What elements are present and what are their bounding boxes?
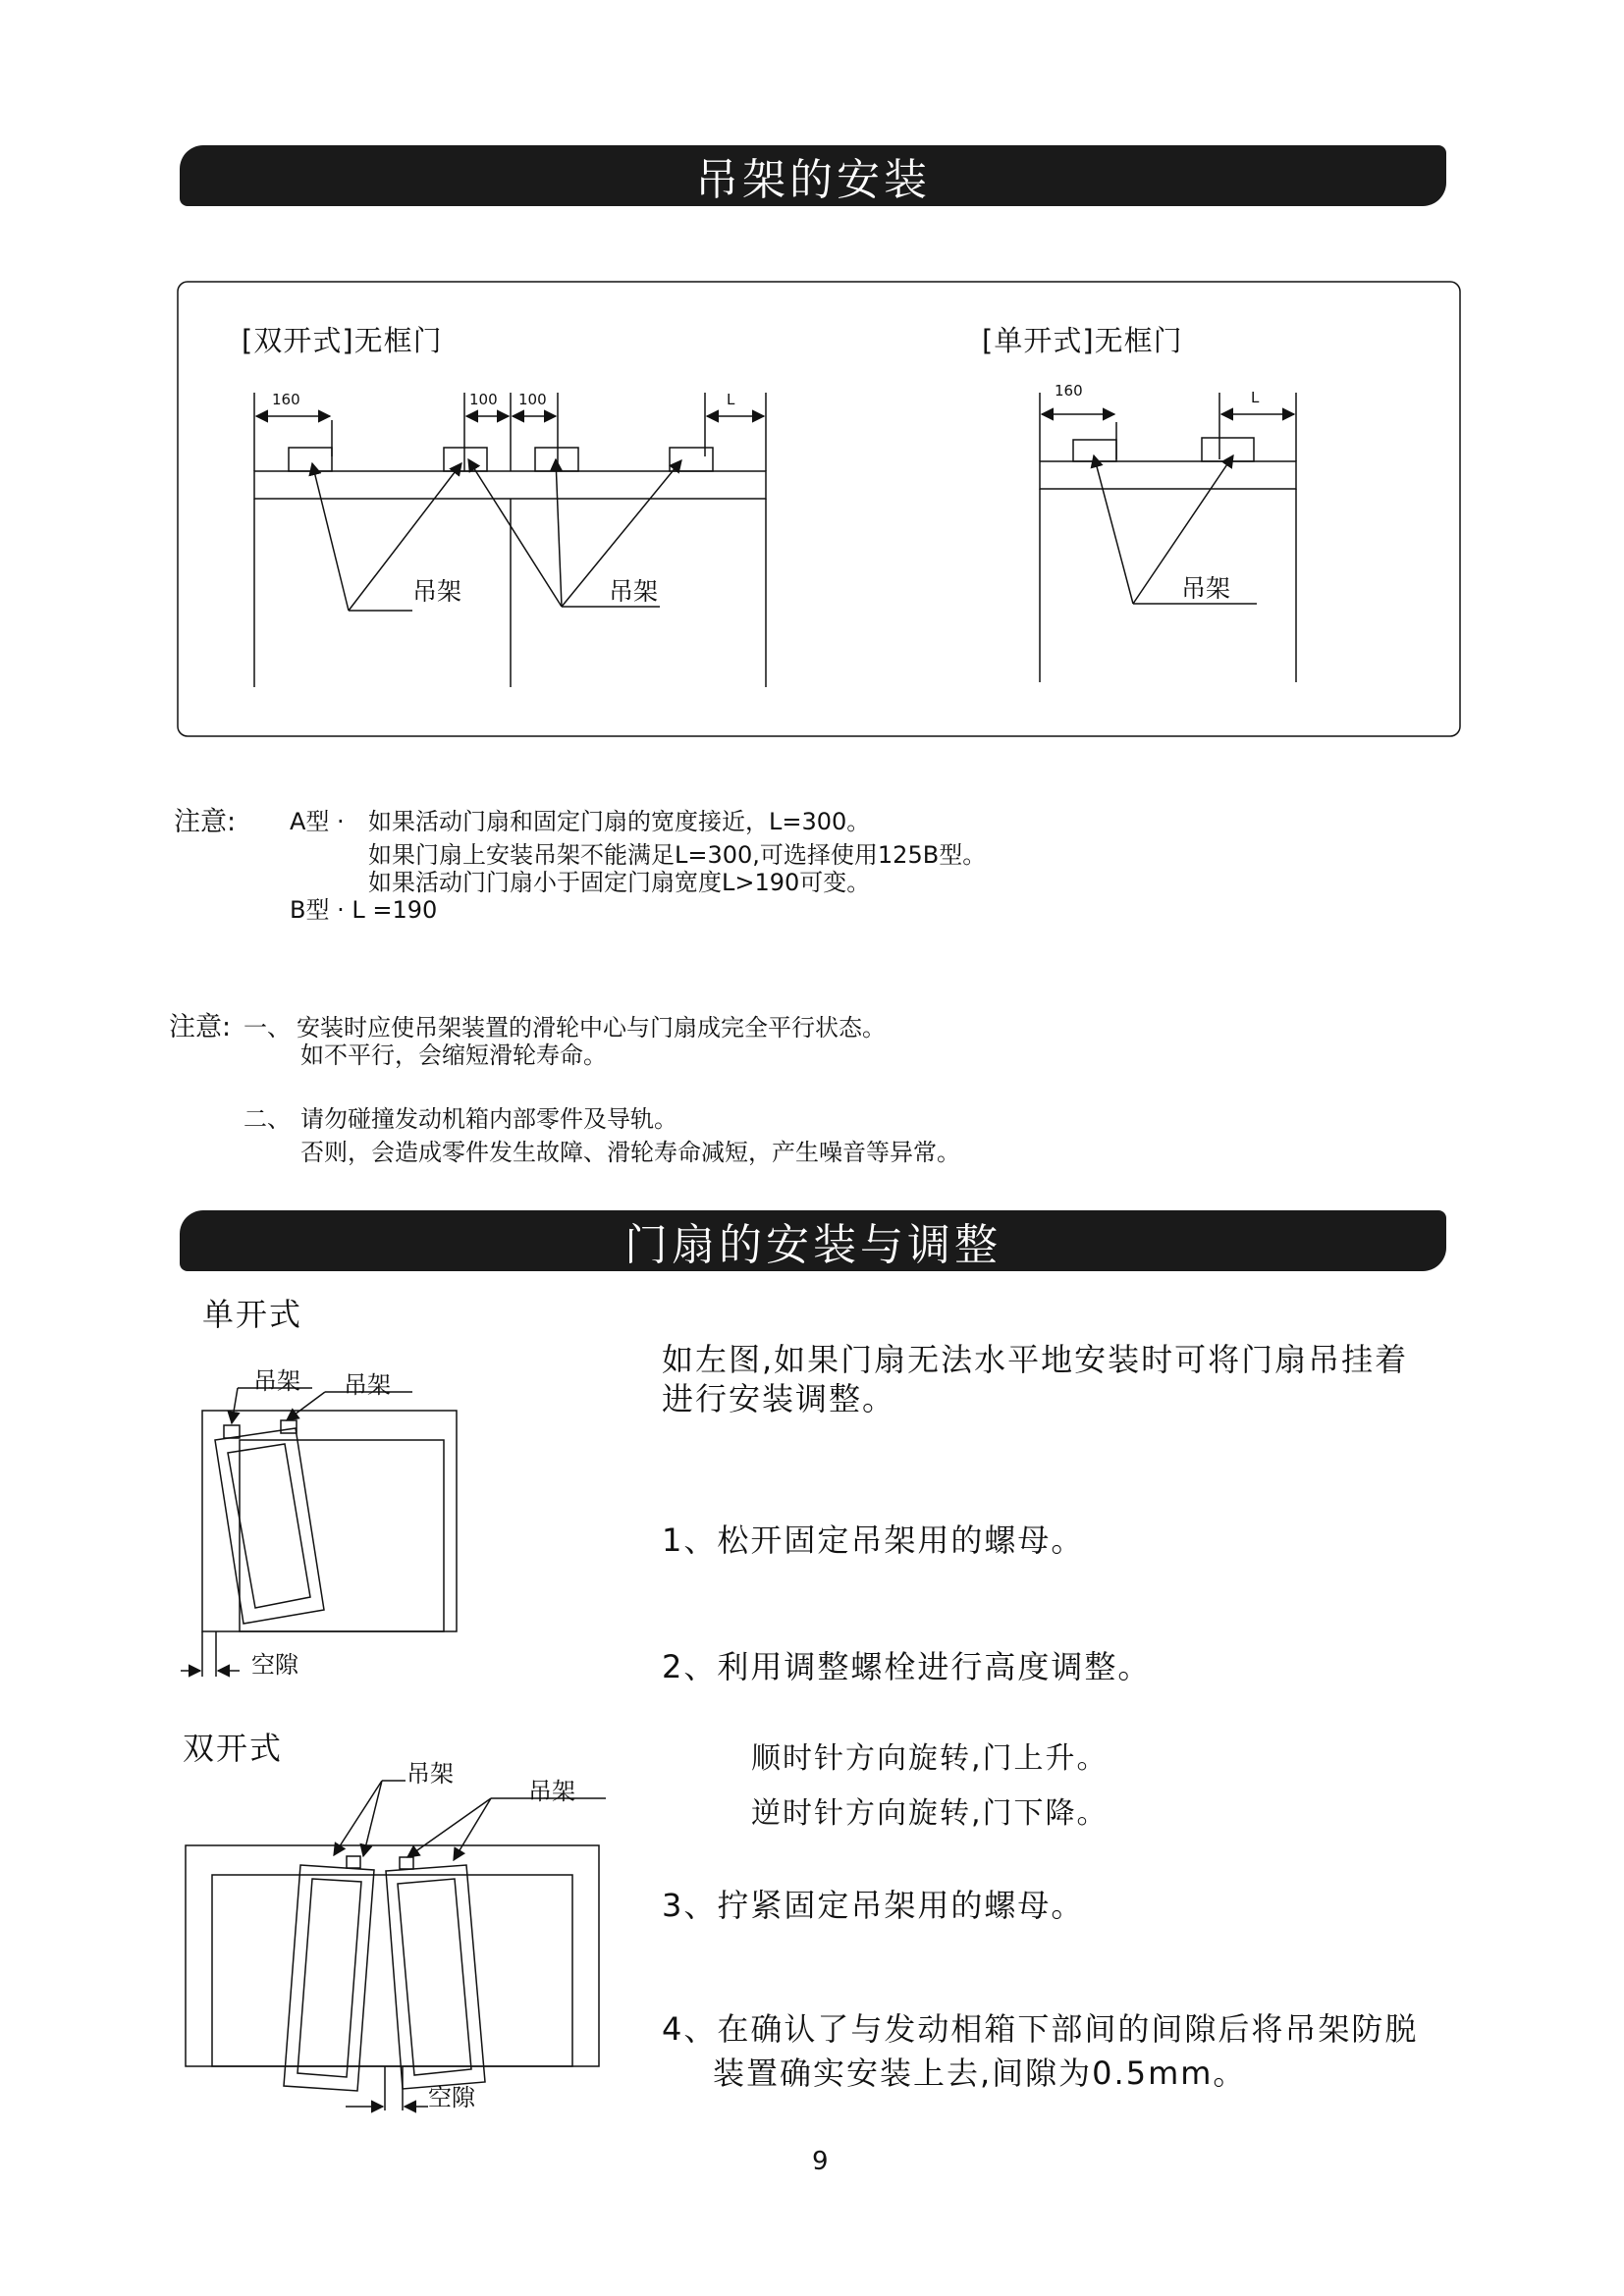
hanger-label-adjust-2: 吊架 (344, 1371, 391, 1399)
step-4-line1: 4、在确认了与发动相箱下部间的间隙后将吊架防脱 (662, 2010, 1419, 2048)
note2-item2-line2: 否则，会造成零件发生故障、滑轮寿命减短，产生噪音等异常。 (300, 1139, 960, 1166)
hanger-label-single: 吊架 (1181, 574, 1231, 603)
dimension-160-double: 160 (272, 391, 300, 408)
note-type-a: A型 · (290, 808, 345, 835)
double-door-diagram (254, 393, 766, 687)
note-label-1: 注意: (174, 807, 237, 837)
note2-item1-num: 一、 (244, 1014, 291, 1041)
gap-label-double: 空隙 (428, 2084, 475, 2111)
page-number: 9 (812, 2147, 829, 2176)
section-title-door-adjust: 门扇的安装与调整 (180, 1210, 1446, 1271)
double-adjust-diagram (186, 1781, 606, 2110)
double-opening-heading: 双开式 (183, 1730, 284, 1767)
step-2-clockwise: 顺时针方向旋转,门上升。 (751, 1741, 1109, 1776)
hanger-label-adjust-4: 吊架 (528, 1778, 575, 1805)
step-4-line2: 装置确实安装上去,间隙为0.5mm。 (713, 2055, 1247, 2092)
note-label-2: 注意: (169, 1012, 232, 1042)
hanger-label-adjust-1: 吊架 (253, 1367, 300, 1395)
step-1: 1、松开固定吊架用的螺母。 (662, 1522, 1085, 1559)
single-opening-heading: 单开式 (202, 1296, 303, 1333)
single-door-label: [单开式]无框门 (982, 324, 1183, 357)
gap-label-single: 空隙 (251, 1651, 298, 1679)
hanger-label-double-right: 吊架 (609, 577, 659, 606)
dimension-L-double: L (727, 391, 735, 408)
double-door-label: [双开式]无框门 (242, 324, 443, 357)
dimension-160-single: 160 (1055, 382, 1083, 400)
intro-line1: 如左图,如果门扇无法水平地安装时可将门扇吊挂着 (662, 1341, 1409, 1378)
note-a-line1: 如果活动门扇和固定门扇的宽度接近，L=300。 (368, 808, 871, 835)
note-a-line2: 如果门扇上安装吊架不能满足L=300,可选择使用125B型。 (368, 841, 987, 869)
step-3: 3、拧紧固定吊架用的螺母。 (662, 1887, 1085, 1924)
note2-item1-line2: 如不平行，会缩短滑轮寿命。 (300, 1041, 607, 1069)
hanger-label-adjust-3: 吊架 (406, 1760, 454, 1788)
note-type-b: B型 · L =190 (290, 896, 438, 924)
dimension-L-single: L (1251, 389, 1260, 406)
dimension-100-right: 100 (518, 391, 547, 408)
single-adjust-diagram (181, 1388, 457, 1677)
step-2-counterclockwise: 逆时针方向旋转,门下降。 (751, 1796, 1109, 1831)
note-a-line3: 如果活动门门扇小于固定门扇宽度L>190可变。 (368, 869, 871, 896)
dimension-100-left: 100 (469, 391, 498, 408)
hanger-label-double-left: 吊架 (412, 577, 462, 606)
section-title-hanger-install: 吊架的安装 (180, 145, 1446, 206)
note2-item2-num: 二、 (244, 1105, 291, 1133)
note2-item1-line1: 安装时应使吊架装置的滑轮中心与门扇成完全平行状态。 (297, 1014, 886, 1041)
single-door-diagram (1040, 393, 1296, 682)
intro-line2: 进行安装调整。 (662, 1380, 896, 1417)
note2-item2-line1: 请勿碰撞发动机箱内部零件及导轨。 (300, 1105, 677, 1133)
step-2: 2、利用调整螺栓进行高度调整。 (662, 1648, 1152, 1685)
